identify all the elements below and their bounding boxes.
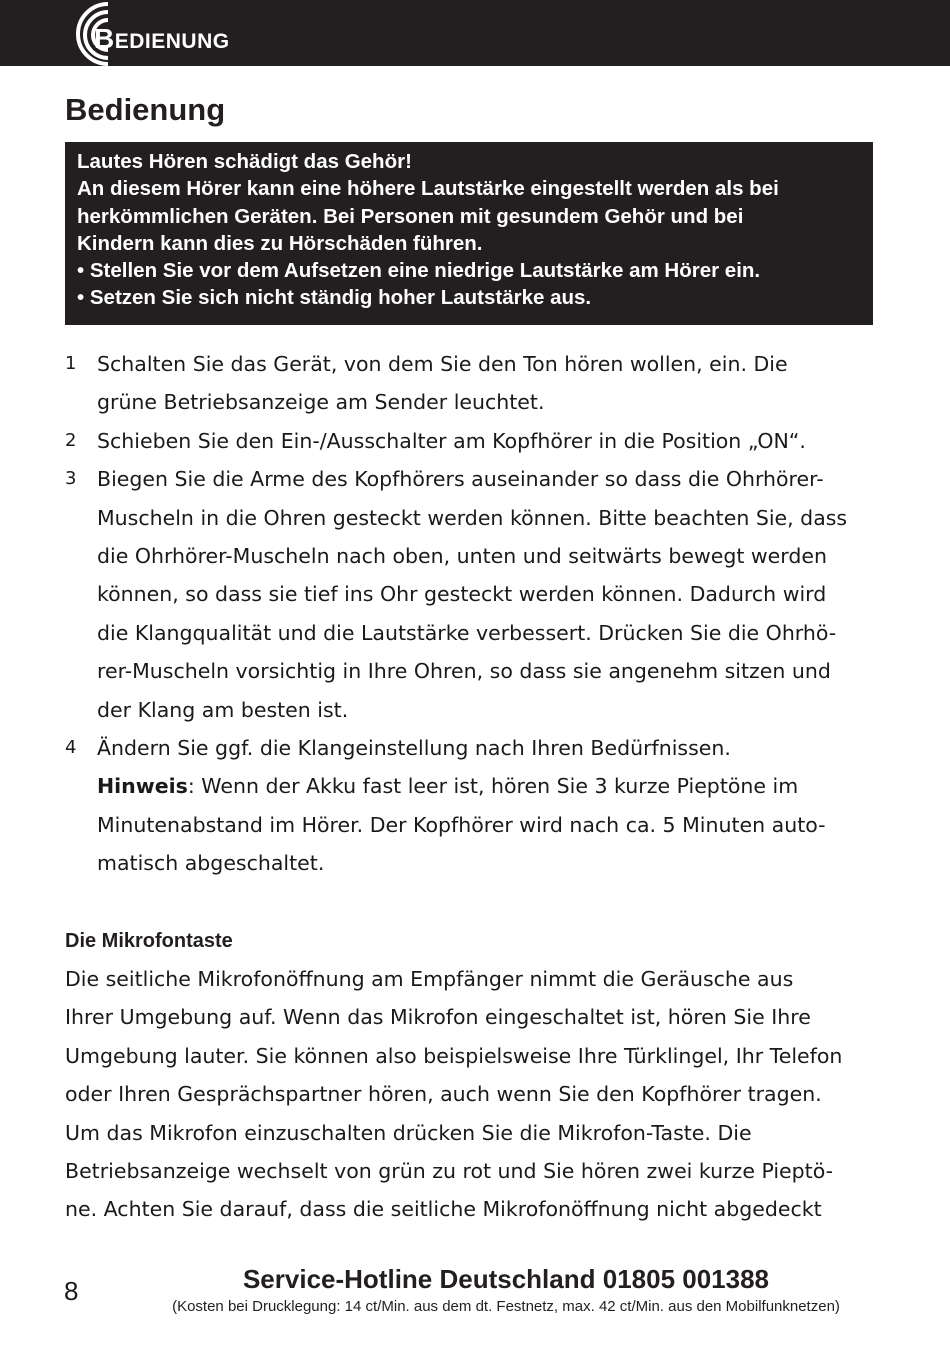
step-text-line: Biegen Sie die Arme des Kopfhörers auseinander so dass die Ohrhörer-	[97, 467, 824, 492]
note-line	[97, 767, 895, 805]
step-text-line: der Klang am besten ist.	[97, 697, 349, 722]
page-number: 8	[64, 1276, 79, 1306]
step-1	[65, 345, 895, 422]
section-text-line: Die seitliche Mikrofonöffnung am Empfänger nimmt die Geräusche aus	[65, 967, 794, 991]
header-title-rest: EDIENUNG	[114, 30, 230, 53]
section-heading: Die Mikrofontaste	[65, 930, 233, 952]
step-number: 2	[65, 429, 77, 451]
section-text-line: ne. Achten Sie darauf, dass die seitliche Mikrofonöffnung nicht abgedeckt	[65, 1197, 822, 1222]
warning-line: Kindern kann dies zu Hörschäden führen.	[77, 231, 483, 255]
warning-line: An diesem Hörer kann eine höhere Lautstärke eingestellt werden als bei	[77, 177, 779, 201]
note-text: : Wenn der Akku fast leer ist, hören Sie 3 kurze Pieptöne im	[187, 774, 799, 799]
warning-line: Lautes Hören schädigt das Gehör!	[77, 150, 412, 173]
warning-line: herkömmlichen Geräten. Bei Personen mit gesundem Gehör und bei	[77, 204, 744, 228]
warning-box	[65, 142, 873, 325]
mikrofon-section	[65, 922, 895, 1229]
step-2	[65, 422, 895, 460]
section-text-line: Umgebung lauter. Sie können also beispielsweise Ihre Türklingel, Ihr Telefon	[65, 1043, 843, 1068]
step-number: 4	[65, 737, 77, 759]
step-text-line: Schieben Sie den Ein-/Ausschalter am Kopfhörer in die Position „ON“.	[97, 428, 806, 453]
header-title-initial: B	[94, 23, 115, 54]
step-number: 3	[65, 468, 77, 490]
step-text-line: die Ohrhörer-Muscheln nach oben, unten und seitwärts bewegt werden	[97, 544, 827, 569]
step-text-line: Muscheln in die Ohren gesteckt werden können. Bitte beachten Sie, dass	[97, 505, 848, 530]
step-text-line: Ändern Sie ggf. die Klangeinstellung nach Ihren Bedürfnissen.	[97, 736, 731, 761]
service-hotline: Service-Hotline Deutschland 01805 001388	[242, 1264, 770, 1294]
section-text-line: Betriebsanzeige wechselt von grün zu rot und Sie hören zwei kurze Pieptö-	[65, 1159, 834, 1184]
step-text-line: Schalten Sie das Gerät, von dem Sie den Ton hören wollen, ein. Die	[97, 352, 788, 376]
step-4	[65, 729, 895, 883]
warning-line: • Stellen Sie vor dem Aufsetzen eine niedrige Lautstärke am Hörer ein.	[77, 259, 761, 283]
note-label: Hinweis	[97, 774, 188, 799]
warning-line: • Setzen Sie sich nicht ständig hoher Lautstärke aus.	[77, 286, 592, 310]
step-text-line: grüne Betriebsanzeige am Sender leuchtet.	[97, 390, 545, 415]
step-number: 1	[65, 353, 77, 374]
hotline-cost-note: (Kosten bei Drucklegung: 14 ct/Min. aus dem dt. Festnetz, max. 42 ct/Min. aus den Mobilfunknetzen)	[172, 1298, 840, 1315]
step-3	[65, 460, 895, 729]
page-title: Bedienung	[65, 92, 226, 127]
section-text-line: oder Ihren Gesprächspartner hören, auch wenn Sie den Kopfhörer tragen.	[65, 1082, 822, 1107]
instruction-steps	[65, 345, 895, 883]
section-text-line: Um das Mikrofon einzuschalten drücken Sie die Mikrofon-Taste. Die	[65, 1120, 752, 1145]
step-text-line: die Klangqualität und die Lautstärke verbessert. Drücken Sie die Ohrhö-	[97, 620, 837, 645]
note-line: matisch abgeschaltet.	[97, 851, 325, 876]
step-text-line: rer-Muscheln vorsichtig in Ihre Ohren, so dass sie angenehm sitzen und	[97, 659, 831, 684]
header-title	[94, 24, 230, 57]
note-line: Minutenabstand im Hörer. Der Kopfhörer wird nach ca. 5 Minuten auto-	[97, 812, 826, 837]
step-text-line: können, so dass sie tief ins Ohr gesteckt werden können. Dadurch wird	[97, 582, 827, 607]
page-header	[0, 0, 950, 66]
section-text-line: Ihrer Umgebung auf. Wenn das Mikrofon eingeschaltet ist, hören Sie Ihre	[65, 1005, 811, 1030]
